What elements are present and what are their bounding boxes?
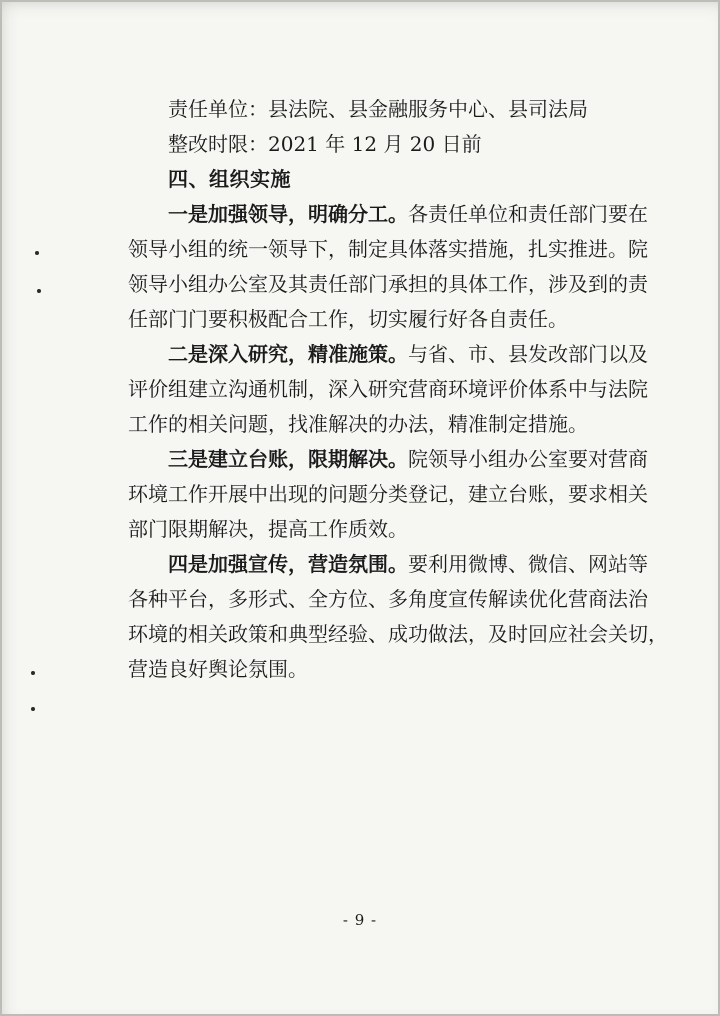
section-heading: 四、组织实施 xyxy=(168,167,291,191)
deadline-line xyxy=(128,127,648,162)
paragraph-4 xyxy=(128,547,668,687)
document-body xyxy=(128,92,668,687)
scan-speck xyxy=(31,707,35,711)
responsibility-value: 县法院、县金融服务中心、县司法局 xyxy=(268,97,588,121)
scan-speck xyxy=(31,671,35,675)
page-number: - 9 - xyxy=(342,911,378,929)
paragraph-text: 要利用微博、微信、网站等 xyxy=(408,552,648,576)
paragraph-line: 任部门门要积极配合工作，切实履行好各自责任。 xyxy=(128,307,568,331)
paragraph-3 xyxy=(128,442,648,547)
paragraph-lead: 一是加强领导，明确分工。 xyxy=(168,202,408,226)
paragraph-line: 营造良好舆论氛围。 xyxy=(128,657,308,681)
paragraph-line: 环境的相关政策和典型经验、成功做法，及时回应社会关切， xyxy=(128,622,668,646)
paragraph-line: 环境工作开展中出现的问题分类登记，建立台账，要求相关 xyxy=(128,482,648,506)
paragraph-line: 部门限期解决，提高工作质效。 xyxy=(128,517,408,541)
paragraph-text: 院领导小组办公室要对营商 xyxy=(408,447,648,471)
responsibility-line xyxy=(128,92,648,127)
paragraph-2 xyxy=(128,337,648,442)
paragraph-lead: 四是加强宣传，营造氛围。 xyxy=(168,552,408,576)
paragraph-line: 各种平台，多形式、全方位、多角度宣传解读优化营商法治 xyxy=(128,587,648,611)
paragraph-line: 领导小组办公室及其责任部门承担的具体工作，涉及到的责 xyxy=(128,272,648,296)
scan-speck xyxy=(35,251,39,255)
paragraph-1 xyxy=(128,197,648,337)
paragraph-line: 领导小组的统一领导下，制定具体落实措施，扎实推进。院 xyxy=(128,237,648,261)
deadline-value: 2021 年 12 月 20 日前 xyxy=(268,132,482,156)
paragraph-first-line xyxy=(128,547,648,582)
paragraph-lead: 二是深入研究，精准施策。 xyxy=(168,342,408,366)
paragraph-first-line xyxy=(128,442,648,477)
scan-speck xyxy=(37,289,41,293)
deadline-label: 整改时限： xyxy=(168,132,268,156)
paragraph-text: 各责任单位和责任部门要在 xyxy=(408,202,648,226)
responsibility-label: 责任单位： xyxy=(168,97,268,121)
paragraph-line: 评价组建立沟通机制，深入研究营商环境评价体系中与法院 xyxy=(128,377,648,401)
paragraph-first-line xyxy=(128,197,648,232)
paragraph-first-line xyxy=(128,337,648,372)
paragraph-line: 工作的相关问题，找准解决的办法，精准制定措施。 xyxy=(128,412,588,436)
paragraph-text: 与省、市、县发改部门以及 xyxy=(408,342,648,366)
paragraph-lead: 三是建立台账，限期解决。 xyxy=(168,447,408,471)
